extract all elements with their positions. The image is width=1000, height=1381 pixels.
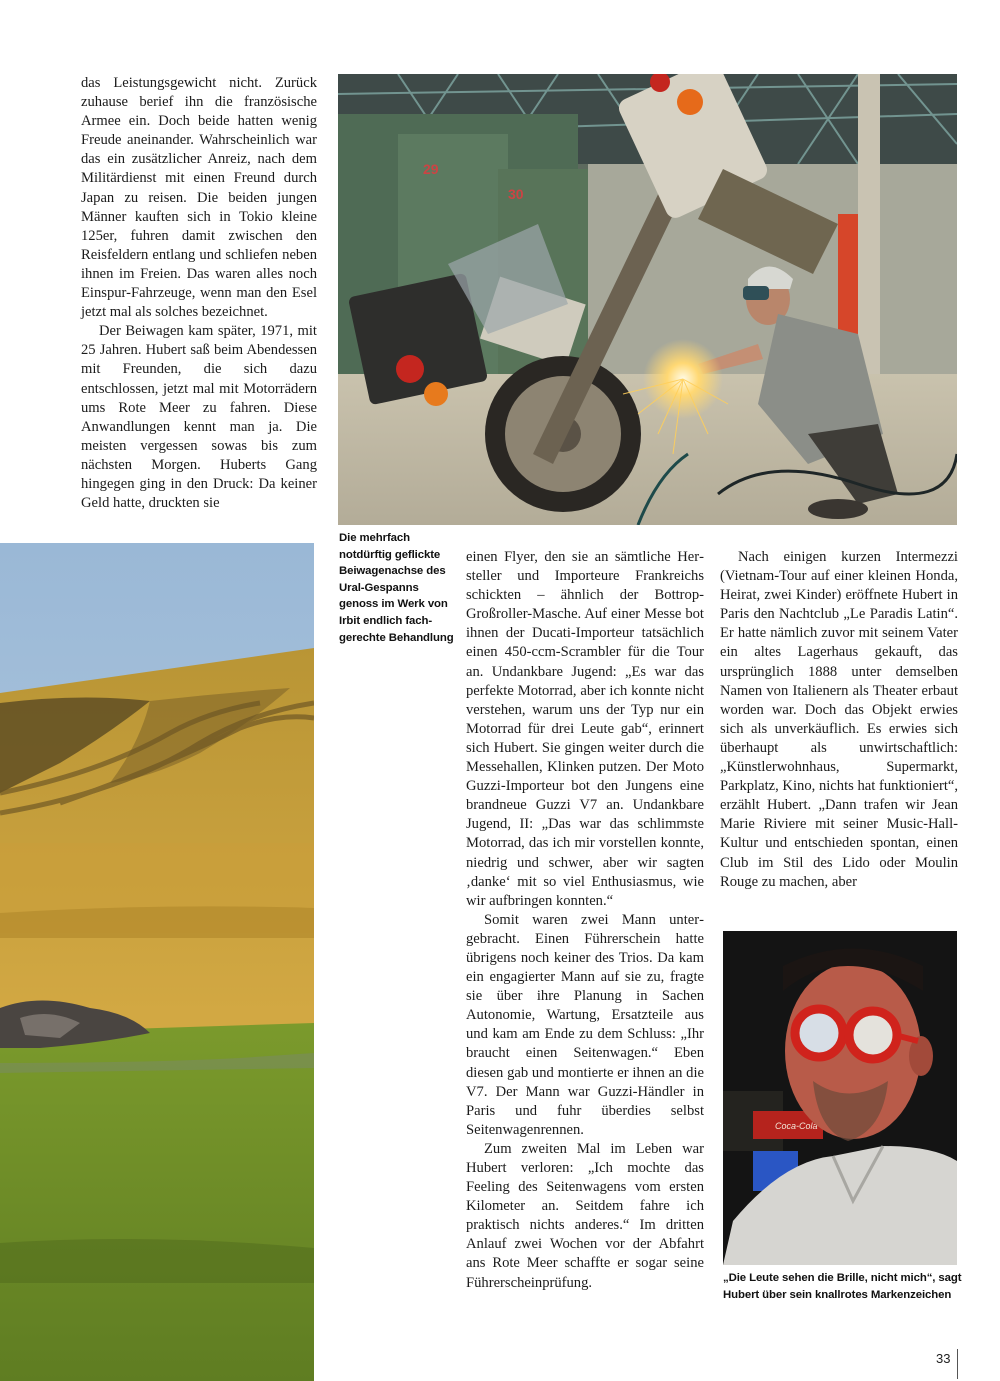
landscape-photo	[0, 543, 314, 1381]
paragraph: Nach einigen kurzen Intermezzi (Vietnam-Tour auf einer kleinen Honda, Heirat, zwei Kinder) eröffnete Hubert in Paris den Nachtclub „Le Paradis Latin“. Er hatte nämlich zuvor mit seinem Vater ein altes Lagerhaus gekauft, das ursprünglich 1888 unter demselben Namen von Italienern als Theater erbaut worden war. Doch das Objekt erwies sich als unverkäuflich. Es erwies sich überhaupt als unwirtschaftlich: „Künstlerwohnhaus, Supermarkt, Parkplatz, Kino, nichts hat funktioniert“, erzählt Hubert. „Dann trafen wir Jean Marie Riviere mit seiner Music-Hall-Kultur und entschieden spontan, einen Club im Stil des Lido oder Moulin Rouge zu machen, aber	[720, 549, 958, 890]
portrait-photo	[723, 931, 957, 1265]
portrait-photo-caption: „Die Leute sehen die Brille, nicht mich“, sagt Hubert über sein knallrotes Markenzeichen	[723, 1272, 962, 1301]
article-column-2	[466, 548, 704, 1293]
stall-number: 29	[423, 161, 439, 177]
paragraph: Zum zweiten Mal im Leben war Hubert verloren: „Ich mochte das Feeling des Seitenwagens vom ersten Kilometer an. Seitdem fahre ich praktisch nichts anderes.“ Im dritten Anlauf zwei Wochen vor der Abfahrt ans Rote Meer schaffte er sogar seine Führerscheinprüfung.	[466, 1140, 704, 1291]
page-number-rule	[957, 1349, 958, 1379]
portrait-label: Coca-Cola	[775, 1121, 818, 1131]
workshop-photo-caption: Die mehrfach notdürftig geflickte Beiwagenachse des Ural-Gespanns genoss im Werk von Irbit endlich fachgerechte Behandlung	[339, 532, 454, 644]
workshop-photo	[338, 74, 957, 525]
paragraph: das Leistungsgewicht nicht. Zurück zuhause berief ihn die französische Armee ein. Doch beide hatten wenig Freude aneinander. Wahrscheinlich war das ein zusätzlicher Anreiz, nach dem Militärdienst mit einen Freund durch Japan zu reisen. Die beiden jungen Männer kauften sich in Tokio kleine 125er, fuhren damit zwischen den Reisfeldern entlang und schliefen neben ihnen im Freien. Das waren alles noch Einspur-Fahrzeuge, wenn man den Esel jetzt mal als solches bezeichnet.	[81, 75, 317, 321]
article-column-3	[720, 548, 958, 892]
portrait-photo-illustration	[723, 931, 957, 1265]
paragraph: Der Beiwagen kam später, 1971, mit 25 Jahren. Hubert saß beim Abendessen mit Freunden, die sich dazu entschlossen, jetzt mal mit Motorrädern ums Rote Meer zu fahren. Diese Anwandlungen kennt man ja. Die meisten vergessen sowas bis zum nächsten Morgen. Huberts Gang hingegen ging in den Druck: Da keiner Geld hatte, druckten sie	[81, 323, 317, 512]
workshop-photo-illustration	[338, 74, 957, 525]
stall-number: 30	[508, 186, 524, 202]
landscape-photo-illustration	[0, 543, 314, 1381]
article-column-1	[81, 74, 317, 513]
paragraph: einen Flyer, den sie an sämtliche Hersteller und Importeure Frankreichs schickten – ähnlich der Bottrop-Großroller-Masche. Auf einer Messe bot ihnen der Ducati-Importeur tatsächlich einen 450-ccm-Scrambler für die Tour an. Undankbare Jugend: „Es war das perfekte Motorrad, aber ich konnte nicht verstehen, warum uns der Typ nur ein Motorrad für drei Leute gab“, erinnert sich Hubert. Sie gingen weiter durch die Messehallen, Klinken putzen. Der Moto Guzzi-Importeur bot den Jungens eine brandneue Guzzi V7 an. Undankbare Jugend, II: „Das war das schlimmste Motorrad, das ich mir vorstellen konnte, niedrig und schwer, aber wir sagten ‚danke‘ mit so viel Enthusiasmus, wie wir aufbringen konnten.“	[466, 549, 704, 909]
paragraph: Somit waren zwei Mann untergebracht. Einen Führerschein hatte übrigens noch keiner des Trios. Da kam ein engagierter Mann auf sie zu, fragte sie über ihre Planung in Sachen Autonomie, Wartung, Ersatzteile aus und kam am Ende zu dem Schluss: „Ihr braucht einen Seitenwagen.“ Eben diesen gab und montierte er ihnen an die V7. Der Mann war Guzzi-Händler in Paris und fuhr überdies selbst Seitenwagenrennen.	[466, 911, 704, 1138]
page-number: 33	[936, 1351, 951, 1366]
